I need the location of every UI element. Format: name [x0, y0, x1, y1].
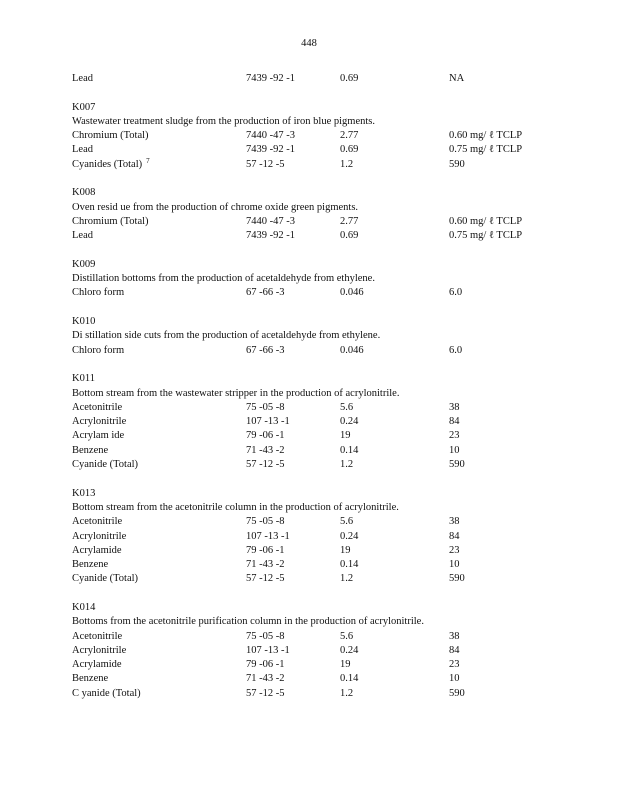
waste-code: K008	[72, 187, 96, 199]
cas-number: 57 -12 -5	[246, 158, 285, 170]
constituent-name: Acrylamide	[72, 659, 122, 671]
table-row	[72, 658, 542, 672]
wastewater-standard: 19	[340, 544, 351, 556]
constituent-name: Acetonitrile	[72, 401, 123, 413]
waste-description: Di stillation side cuts from the production of acetaldehyde from ethylene.	[72, 330, 381, 342]
table-row	[72, 672, 542, 686]
table-row	[72, 544, 542, 558]
constituent-name: Benzene	[72, 444, 109, 456]
nonwastewater-standard: 84	[449, 644, 460, 656]
cas-number: 75 -05 -8	[246, 401, 285, 413]
nonwastewater-standard: 6.0	[449, 344, 463, 356]
constituent-name: Acrylonitrile	[72, 644, 127, 656]
cas-number: 71 -43 -2	[246, 444, 285, 456]
wastewater-standard: 1.2	[340, 158, 354, 170]
table-row	[72, 286, 542, 300]
constituent-name: Benzene	[72, 673, 109, 685]
table-row	[72, 444, 542, 458]
nonwastewater-standard: 10	[449, 444, 460, 456]
cas-number: 67 -66 -3	[246, 344, 285, 356]
wastewater-standard: 1.2	[340, 459, 354, 471]
wastewater-standard: 0.24	[340, 416, 359, 428]
waste-code: K010	[72, 316, 96, 328]
wastewater-standard: 2.77	[340, 130, 359, 142]
table-row	[72, 129, 542, 143]
section-spacer	[72, 587, 542, 601]
cas-number: 71 -43 -2	[246, 559, 285, 571]
table-row	[72, 215, 542, 229]
waste-code: K011	[72, 373, 95, 385]
constituent-name: Chloro form	[72, 287, 125, 299]
cas-number: 7440 -47 -3	[246, 130, 295, 142]
nonwastewater-standard: 23	[449, 430, 460, 442]
table-row	[72, 644, 542, 658]
constituent-name: Chromium (Total)	[72, 215, 149, 227]
nonwastewater-standard: 0.60 mg/ ℓ TCLP	[449, 130, 523, 142]
constituent-text: Cyanides (Total)	[72, 158, 143, 170]
nonwastewater-standard: 38	[449, 516, 460, 528]
wastewater-standard: 1.2	[340, 573, 354, 585]
section-spacer	[72, 301, 542, 315]
table-row	[72, 530, 542, 544]
constituent-name: Lead	[72, 73, 93, 84]
wastewater-standard: 0.14	[340, 673, 359, 685]
cas-number: 7439 -92 -1	[246, 144, 295, 156]
nonwastewater-standard: 10	[449, 559, 460, 571]
constituent-name: Acetonitrile	[72, 630, 123, 642]
table-row	[72, 401, 542, 415]
wastewater-standard: 19	[340, 659, 351, 671]
section-spacer	[72, 244, 542, 258]
wastewater-standard: 5.6	[340, 630, 354, 642]
table-row	[72, 158, 542, 172]
waste-description: Bottom stream from the acetonitrile column in the production of acrylonitrile.	[72, 501, 399, 513]
cas-number: 107 -13 -1	[246, 644, 290, 656]
wastewater-standard: 0.046	[340, 344, 364, 356]
waste-description: Wastewater treatment sludge from the production of iron blue pigments.	[72, 115, 375, 127]
cas-number: 57 -12 -5	[246, 459, 285, 471]
wastewater-standard: 0.14	[340, 559, 359, 571]
section-spacer	[72, 86, 542, 100]
wastewater-standard: 0.14	[340, 444, 359, 456]
waste-code: K009	[72, 258, 96, 270]
constituent-name: Acrylonitrile	[72, 530, 127, 542]
waste-description: Oven resid ue from the production of chrome oxide green pigments.	[72, 201, 359, 213]
wastewater-standard: 0.24	[340, 644, 359, 656]
waste-code: K014	[72, 601, 96, 613]
constituent-name: Lead	[72, 144, 93, 156]
constituent-name: Cyanide (Total)	[72, 573, 139, 585]
cas-number: 75 -05 -8	[246, 630, 285, 642]
wastewater-standard: 1.2	[340, 687, 354, 699]
nonwastewater-standard: 590	[449, 573, 465, 585]
nonwastewater-standard: 10	[449, 673, 460, 685]
table-row	[72, 415, 542, 429]
constituent-name: Chromium (Total)	[72, 130, 149, 142]
constituent-name: Acrylamide	[72, 544, 122, 556]
cas-number: 79 -06 -1	[246, 544, 285, 556]
cas-number: 57 -12 -5	[246, 687, 285, 699]
nonwastewater-standard: 38	[449, 401, 460, 413]
constituent-name: Benzene	[72, 559, 109, 571]
cas-number: 7440 -47 -3	[246, 215, 295, 227]
wastewater-standard: 2.77	[340, 215, 359, 227]
table-row	[72, 687, 542, 701]
section-spacer	[72, 472, 542, 486]
table-row	[72, 229, 542, 243]
table-row	[72, 344, 542, 358]
wastewater-standard: 5.6	[340, 401, 354, 413]
constituent-name: Acetonitrile	[72, 516, 123, 528]
constituent-name: Chloro form	[72, 344, 125, 356]
nonwastewater-standard: 0.75 mg/ ℓ TCLP	[449, 230, 523, 242]
waste-code: K013	[72, 487, 96, 499]
cas-number: 75 -05 -8	[246, 516, 285, 528]
cas-number: 67 -66 -3	[246, 287, 285, 299]
section-spacer	[72, 358, 542, 372]
nonwastewater-standard: 23	[449, 544, 460, 556]
cas-number: 107 -13 -1	[246, 530, 290, 542]
wastewater-standard: 0.69	[340, 144, 359, 156]
wastewater-standard: 19	[340, 430, 351, 442]
wastewater-standard: 0.69	[340, 73, 359, 84]
constituent-name: Acrylonitrile	[72, 416, 127, 428]
table-row	[72, 429, 542, 443]
table-row	[72, 630, 542, 644]
table-row	[72, 458, 542, 472]
table-row	[72, 572, 542, 586]
nonwastewater-standard: 84	[449, 530, 460, 542]
constituent-name: Acrylam ide	[72, 430, 125, 442]
nonwastewater-standard: 590	[449, 459, 465, 471]
constituent-name: Cyanide (Total)	[72, 459, 139, 471]
wastewater-standard: 0.046	[340, 287, 364, 299]
table-row	[72, 558, 542, 572]
nonwastewater-standard: 84	[449, 416, 460, 428]
constituent-name: Lead	[72, 230, 93, 242]
nonwastewater-standard: 590	[449, 687, 465, 699]
waste-description: Bottom stream from the wastewater stripper in the production of acrylonitrile.	[72, 387, 400, 399]
waste-table	[72, 72, 542, 701]
nonwastewater-standard: 590	[449, 158, 465, 170]
nonwastewater-standard: 6.0	[449, 287, 463, 299]
cas-number: 57 -12 -5	[246, 573, 285, 585]
table-row	[72, 72, 542, 86]
constituent-name: C yanide (Total)	[72, 687, 141, 699]
table-row	[72, 143, 542, 157]
waste-code: K007	[72, 101, 96, 113]
section-spacer	[72, 172, 542, 186]
wastewater-standard: 0.69	[340, 230, 359, 242]
nonwastewater-standard: 38	[449, 630, 460, 642]
nonwastewater-standard: 0.75 mg/ ℓ TCLP	[449, 144, 523, 156]
waste-description: Bottoms from the acetonitrile purification column in the production of acrylonitrile.	[72, 616, 424, 628]
cas-number: 79 -06 -1	[246, 430, 285, 442]
cas-number: 107 -13 -1	[246, 416, 290, 428]
cas-number: 79 -06 -1	[246, 659, 285, 671]
nonwastewater-standard: 0.60 mg/ ℓ TCLP	[449, 215, 523, 227]
waste-description: Distillation bottoms from the production of acetaldehyde from ethylene.	[72, 273, 375, 285]
table-row	[72, 515, 542, 529]
page-number: 448	[301, 38, 317, 49]
wastewater-standard: 5.6	[340, 516, 354, 528]
wastewater-standard: 0.24	[340, 530, 359, 542]
nonwastewater-standard: NA	[449, 73, 465, 84]
cas-number: 71 -43 -2	[246, 673, 285, 685]
constituent-name	[72, 158, 150, 172]
cas-number: 7439 -92 -1	[246, 230, 295, 242]
cas-number: 7439 -92 -1	[246, 73, 295, 84]
nonwastewater-standard: 23	[449, 659, 460, 671]
footnote-marker: 7	[146, 156, 150, 165]
